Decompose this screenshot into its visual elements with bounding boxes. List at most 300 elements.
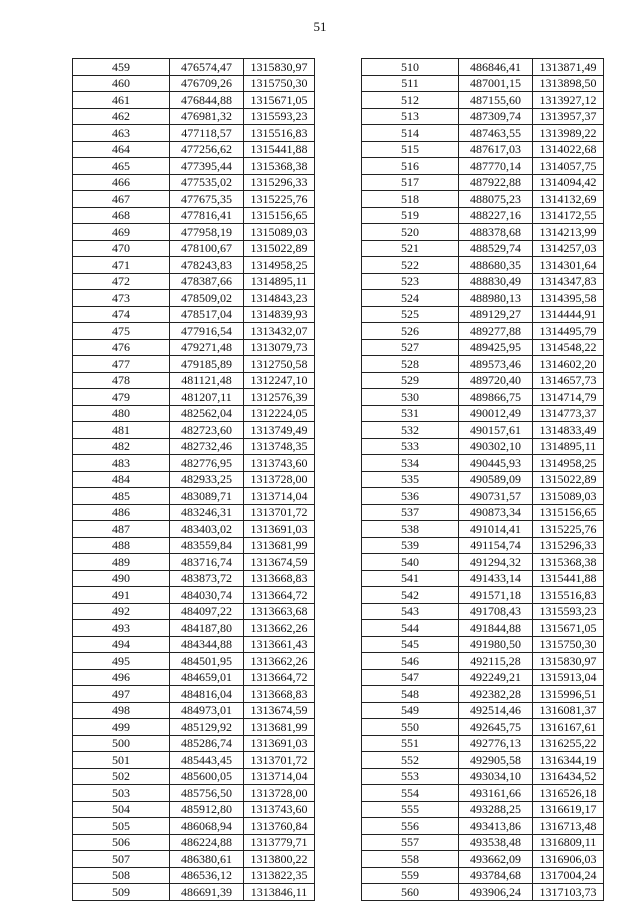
- y-coordinate-cell: 1314958,25: [244, 257, 315, 274]
- point-number-cell: 528: [362, 356, 459, 373]
- y-coordinate-cell: 1316081,37: [533, 702, 604, 719]
- y-coordinate-cell: 1315516,83: [533, 587, 604, 604]
- table-row: [73, 356, 315, 373]
- table-row: [362, 240, 604, 257]
- point-number-cell: 506: [73, 834, 170, 851]
- y-coordinate-cell: 1314347,83: [533, 273, 604, 290]
- point-number-cell: 527: [362, 339, 459, 356]
- point-number-cell: 489: [73, 554, 170, 571]
- table-row: [73, 290, 315, 307]
- point-number-cell: 531: [362, 405, 459, 422]
- table-row: [73, 554, 315, 571]
- x-coordinate-cell: 485600,05: [170, 768, 244, 785]
- point-number-cell: 552: [362, 752, 459, 769]
- table-row: [73, 306, 315, 323]
- y-coordinate-cell: 1316167,61: [533, 719, 604, 736]
- x-coordinate-cell: 483559,84: [170, 537, 244, 554]
- table-row: [362, 587, 604, 604]
- table-row: [362, 603, 604, 620]
- point-number-cell: 498: [73, 702, 170, 719]
- point-number-cell: 495: [73, 653, 170, 670]
- y-coordinate-cell: 1315089,03: [533, 488, 604, 505]
- x-coordinate-cell: 487770,14: [459, 158, 533, 175]
- y-coordinate-cell: 1315593,23: [244, 108, 315, 125]
- x-coordinate-cell: 490731,57: [459, 488, 533, 505]
- y-coordinate-cell: 1313691,03: [244, 521, 315, 538]
- point-number-cell: 501: [73, 752, 170, 769]
- y-coordinate-cell: 1313691,03: [244, 735, 315, 752]
- x-coordinate-cell: 487463,55: [459, 125, 533, 142]
- point-number-cell: 499: [73, 719, 170, 736]
- y-coordinate-cell: 1315022,89: [244, 240, 315, 257]
- table-row: [73, 686, 315, 703]
- y-coordinate-cell: 1313664,72: [244, 587, 315, 604]
- table-row: [73, 405, 315, 422]
- table-row: [73, 59, 315, 76]
- x-coordinate-cell: 487309,74: [459, 108, 533, 125]
- x-coordinate-cell: 492382,28: [459, 686, 533, 703]
- y-coordinate-cell: 1314022,68: [533, 141, 604, 158]
- x-coordinate-cell: 486846,41: [459, 59, 533, 76]
- table-row: [73, 752, 315, 769]
- point-number-cell: 492: [73, 603, 170, 620]
- x-coordinate-cell: 484973,01: [170, 702, 244, 719]
- table-row: [73, 818, 315, 835]
- x-coordinate-cell: 493161,66: [459, 785, 533, 802]
- x-coordinate-cell: 477256,62: [170, 141, 244, 158]
- table-row: [73, 455, 315, 472]
- x-coordinate-cell: 488529,74: [459, 240, 533, 257]
- table-row: [362, 405, 604, 422]
- x-coordinate-cell: 486068,94: [170, 818, 244, 835]
- table-row: [362, 686, 604, 703]
- table-row: [362, 620, 604, 637]
- y-coordinate-cell: 1313748,35: [244, 438, 315, 455]
- table-row: [362, 108, 604, 125]
- point-number-cell: 516: [362, 158, 459, 175]
- point-number-cell: 503: [73, 785, 170, 802]
- table-row: [73, 587, 315, 604]
- y-coordinate-cell: 1314057,75: [533, 158, 604, 175]
- y-coordinate-cell: 1313432,07: [244, 323, 315, 340]
- x-coordinate-cell: 493784,68: [459, 867, 533, 884]
- y-coordinate-cell: 1313728,00: [244, 471, 315, 488]
- y-coordinate-cell: 1315368,38: [533, 554, 604, 571]
- point-number-cell: 532: [362, 422, 459, 439]
- point-number-cell: 537: [362, 504, 459, 521]
- point-number-cell: 524: [362, 290, 459, 307]
- x-coordinate-cell: 477816,41: [170, 207, 244, 224]
- x-coordinate-cell: 485912,80: [170, 801, 244, 818]
- point-number-cell: 491: [73, 587, 170, 604]
- y-coordinate-cell: 1313079,73: [244, 339, 315, 356]
- point-number-cell: 513: [362, 108, 459, 125]
- y-coordinate-cell: 1316344,19: [533, 752, 604, 769]
- table-row: [362, 521, 604, 538]
- table-row: [362, 653, 604, 670]
- point-number-cell: 494: [73, 636, 170, 653]
- x-coordinate-cell: 486536,12: [170, 867, 244, 884]
- y-coordinate-cell: 1316906,03: [533, 851, 604, 868]
- y-coordinate-cell: 1316255,22: [533, 735, 604, 752]
- y-coordinate-cell: 1314444,91: [533, 306, 604, 323]
- x-coordinate-cell: 491433,14: [459, 570, 533, 587]
- table-row: [362, 356, 604, 373]
- point-number-cell: 468: [73, 207, 170, 224]
- table-row: [362, 224, 604, 241]
- table-row: [73, 207, 315, 224]
- x-coordinate-cell: 483403,02: [170, 521, 244, 538]
- table-row: [73, 323, 315, 340]
- x-coordinate-cell: 485286,74: [170, 735, 244, 752]
- point-number-cell: 525: [362, 306, 459, 323]
- x-coordinate-cell: 492115,28: [459, 653, 533, 670]
- y-coordinate-cell: 1312576,39: [244, 389, 315, 406]
- x-coordinate-cell: 493413,86: [459, 818, 533, 835]
- x-coordinate-cell: 482933,25: [170, 471, 244, 488]
- table-row: [73, 174, 315, 191]
- table-row: [362, 75, 604, 92]
- y-coordinate-cell: 1312247,10: [244, 372, 315, 389]
- point-number-cell: 469: [73, 224, 170, 241]
- y-coordinate-cell: 1314257,03: [533, 240, 604, 257]
- y-coordinate-cell: 1313662,26: [244, 653, 315, 670]
- x-coordinate-cell: 484097,22: [170, 603, 244, 620]
- x-coordinate-cell: 477958,19: [170, 224, 244, 241]
- y-coordinate-cell: 1313701,72: [244, 752, 315, 769]
- y-coordinate-cell: 1315225,76: [533, 521, 604, 538]
- point-number-cell: 557: [362, 834, 459, 851]
- point-number-cell: 510: [362, 59, 459, 76]
- x-coordinate-cell: 477535,02: [170, 174, 244, 191]
- table-row: [362, 785, 604, 802]
- x-coordinate-cell: 491294,32: [459, 554, 533, 571]
- y-coordinate-cell: 1313668,83: [244, 570, 315, 587]
- x-coordinate-cell: 486691,39: [170, 884, 244, 901]
- x-coordinate-cell: 483246,31: [170, 504, 244, 521]
- y-coordinate-cell: 1315156,65: [244, 207, 315, 224]
- x-coordinate-cell: 476981,32: [170, 108, 244, 125]
- table-row: [73, 834, 315, 851]
- x-coordinate-cell: 489277,88: [459, 323, 533, 340]
- point-number-cell: 538: [362, 521, 459, 538]
- x-coordinate-cell: 479185,89: [170, 356, 244, 373]
- table-row: [362, 867, 604, 884]
- point-number-cell: 461: [73, 92, 170, 109]
- y-coordinate-cell: 1313714,04: [244, 768, 315, 785]
- x-coordinate-cell: 488227,16: [459, 207, 533, 224]
- point-number-cell: 470: [73, 240, 170, 257]
- point-number-cell: 505: [73, 818, 170, 835]
- coordinates-table-right: [361, 58, 604, 901]
- point-number-cell: 549: [362, 702, 459, 719]
- x-coordinate-cell: 484030,74: [170, 587, 244, 604]
- point-number-cell: 520: [362, 224, 459, 241]
- x-coordinate-cell: 486380,61: [170, 851, 244, 868]
- y-coordinate-cell: 1314213,99: [533, 224, 604, 241]
- point-number-cell: 526: [362, 323, 459, 340]
- y-coordinate-cell: 1316809,11: [533, 834, 604, 851]
- table-row: [362, 719, 604, 736]
- point-number-cell: 483: [73, 455, 170, 472]
- point-number-cell: 496: [73, 669, 170, 686]
- x-coordinate-cell: 490302,10: [459, 438, 533, 455]
- x-coordinate-cell: 487001,15: [459, 75, 533, 92]
- y-coordinate-cell: 1315296,33: [533, 537, 604, 554]
- x-coordinate-cell: 490873,34: [459, 504, 533, 521]
- y-coordinate-cell: 1314958,25: [533, 455, 604, 472]
- point-number-cell: 466: [73, 174, 170, 191]
- x-coordinate-cell: 486224,88: [170, 834, 244, 851]
- x-coordinate-cell: 483089,71: [170, 488, 244, 505]
- y-coordinate-cell: 1315671,05: [533, 620, 604, 637]
- y-coordinate-cell: 1313681,99: [244, 719, 315, 736]
- table-row: [362, 768, 604, 785]
- point-number-cell: 517: [362, 174, 459, 191]
- table-row: [73, 438, 315, 455]
- table-row: [362, 554, 604, 571]
- y-coordinate-cell: 1314548,22: [533, 339, 604, 356]
- x-coordinate-cell: 476844,88: [170, 92, 244, 109]
- table-row: [73, 785, 315, 802]
- y-coordinate-cell: 1313743,60: [244, 455, 315, 472]
- x-coordinate-cell: 491980,50: [459, 636, 533, 653]
- table-row: [73, 471, 315, 488]
- x-coordinate-cell: 493662,09: [459, 851, 533, 868]
- x-coordinate-cell: 478509,02: [170, 290, 244, 307]
- table-row: [73, 620, 315, 637]
- point-number-cell: 514: [362, 125, 459, 142]
- table-row: [362, 735, 604, 752]
- y-coordinate-cell: 1314602,20: [533, 356, 604, 373]
- x-coordinate-cell: 492645,75: [459, 719, 533, 736]
- x-coordinate-cell: 491844,88: [459, 620, 533, 637]
- table-row: [362, 537, 604, 554]
- y-coordinate-cell: 1313749,49: [244, 422, 315, 439]
- y-coordinate-cell: 1313760,84: [244, 818, 315, 835]
- point-number-cell: 541: [362, 570, 459, 587]
- y-coordinate-cell: 1317004,24: [533, 867, 604, 884]
- y-coordinate-cell: 1315156,65: [533, 504, 604, 521]
- x-coordinate-cell: 490445,93: [459, 455, 533, 472]
- y-coordinate-cell: 1313681,99: [244, 537, 315, 554]
- point-number-cell: 548: [362, 686, 459, 703]
- y-coordinate-cell: 1315750,30: [533, 636, 604, 653]
- point-number-cell: 540: [362, 554, 459, 571]
- point-number-cell: 504: [73, 801, 170, 818]
- x-coordinate-cell: 482562,04: [170, 405, 244, 422]
- x-coordinate-cell: 483716,74: [170, 554, 244, 571]
- point-number-cell: 493: [73, 620, 170, 637]
- x-coordinate-cell: 484501,95: [170, 653, 244, 670]
- table-row: [73, 273, 315, 290]
- x-coordinate-cell: 485756,50: [170, 785, 244, 802]
- y-coordinate-cell: 1313927,12: [533, 92, 604, 109]
- table-row: [362, 257, 604, 274]
- x-coordinate-cell: 489573,46: [459, 356, 533, 373]
- point-number-cell: 543: [362, 603, 459, 620]
- x-coordinate-cell: 491708,43: [459, 603, 533, 620]
- y-coordinate-cell: 1315441,88: [244, 141, 315, 158]
- y-coordinate-cell: 1314839,93: [244, 306, 315, 323]
- point-number-cell: 515: [362, 141, 459, 158]
- y-coordinate-cell: 1314301,64: [533, 257, 604, 274]
- x-coordinate-cell: 487155,60: [459, 92, 533, 109]
- point-number-cell: 545: [362, 636, 459, 653]
- table-row: [73, 735, 315, 752]
- point-number-cell: 529: [362, 372, 459, 389]
- table-row: [362, 158, 604, 175]
- y-coordinate-cell: 1315996,51: [533, 686, 604, 703]
- x-coordinate-cell: 477675,35: [170, 191, 244, 208]
- point-number-cell: 509: [73, 884, 170, 901]
- table-row: [362, 801, 604, 818]
- x-coordinate-cell: 484816,04: [170, 686, 244, 703]
- table-row: [73, 224, 315, 241]
- x-coordinate-cell: 492249,21: [459, 669, 533, 686]
- x-coordinate-cell: 482776,95: [170, 455, 244, 472]
- x-coordinate-cell: 476709,26: [170, 75, 244, 92]
- point-number-cell: 534: [362, 455, 459, 472]
- table-row: [73, 125, 315, 142]
- table-row: [362, 438, 604, 455]
- x-coordinate-cell: 487922,88: [459, 174, 533, 191]
- table-row: [362, 702, 604, 719]
- y-coordinate-cell: 1315516,83: [244, 125, 315, 142]
- table-row: [362, 372, 604, 389]
- y-coordinate-cell: 1313668,83: [244, 686, 315, 703]
- y-coordinate-cell: 1313846,11: [244, 884, 315, 901]
- point-number-cell: 551: [362, 735, 459, 752]
- table-row: [73, 537, 315, 554]
- point-number-cell: 533: [362, 438, 459, 455]
- y-coordinate-cell: 1314132,69: [533, 191, 604, 208]
- y-coordinate-cell: 1316434,52: [533, 768, 604, 785]
- point-number-cell: 523: [362, 273, 459, 290]
- point-number-cell: 547: [362, 669, 459, 686]
- y-coordinate-cell: 1314895,11: [244, 273, 315, 290]
- x-coordinate-cell: 477395,44: [170, 158, 244, 175]
- point-number-cell: 555: [362, 801, 459, 818]
- x-coordinate-cell: 488680,35: [459, 257, 533, 274]
- table-row: [73, 372, 315, 389]
- table-row: [73, 75, 315, 92]
- x-coordinate-cell: 489720,40: [459, 372, 533, 389]
- point-number-cell: 546: [362, 653, 459, 670]
- point-number-cell: 473: [73, 290, 170, 307]
- table-row: [362, 570, 604, 587]
- y-coordinate-cell: 1312750,58: [244, 356, 315, 373]
- point-number-cell: 556: [362, 818, 459, 835]
- table-row: [362, 818, 604, 835]
- point-number-cell: 484: [73, 471, 170, 488]
- x-coordinate-cell: 487617,03: [459, 141, 533, 158]
- y-coordinate-cell: 1315089,03: [244, 224, 315, 241]
- table-row: [362, 141, 604, 158]
- point-number-cell: 481: [73, 422, 170, 439]
- point-number-cell: 497: [73, 686, 170, 703]
- point-number-cell: 471: [73, 257, 170, 274]
- y-coordinate-cell: 1315830,97: [244, 59, 315, 76]
- x-coordinate-cell: 490157,61: [459, 422, 533, 439]
- point-number-cell: 535: [362, 471, 459, 488]
- point-number-cell: 475: [73, 323, 170, 340]
- table-row: [362, 752, 604, 769]
- table-row: [73, 92, 315, 109]
- y-coordinate-cell: 1313662,26: [244, 620, 315, 637]
- y-coordinate-cell: 1313989,22: [533, 125, 604, 142]
- point-number-cell: 511: [362, 75, 459, 92]
- y-coordinate-cell: 1315671,05: [244, 92, 315, 109]
- x-coordinate-cell: 484187,80: [170, 620, 244, 637]
- y-coordinate-cell: 1313663,68: [244, 603, 315, 620]
- x-coordinate-cell: 482732,46: [170, 438, 244, 455]
- y-coordinate-cell: 1314714,79: [533, 389, 604, 406]
- point-number-cell: 560: [362, 884, 459, 901]
- y-coordinate-cell: 1313701,72: [244, 504, 315, 521]
- x-coordinate-cell: 488075,23: [459, 191, 533, 208]
- point-number-cell: 474: [73, 306, 170, 323]
- x-coordinate-cell: 478387,66: [170, 273, 244, 290]
- table-row: [362, 125, 604, 142]
- point-number-cell: 476: [73, 339, 170, 356]
- point-number-cell: 507: [73, 851, 170, 868]
- x-coordinate-cell: 488980,13: [459, 290, 533, 307]
- x-coordinate-cell: 491014,41: [459, 521, 533, 538]
- y-coordinate-cell: 1313661,43: [244, 636, 315, 653]
- table-row: [362, 422, 604, 439]
- point-number-cell: 522: [362, 257, 459, 274]
- point-number-cell: 500: [73, 735, 170, 752]
- point-number-cell: 460: [73, 75, 170, 92]
- y-coordinate-cell: 1313822,35: [244, 867, 315, 884]
- table-row: [73, 422, 315, 439]
- y-coordinate-cell: 1313664,72: [244, 669, 315, 686]
- y-coordinate-cell: 1317103,73: [533, 884, 604, 901]
- table-row: [362, 207, 604, 224]
- y-coordinate-cell: 1314172,55: [533, 207, 604, 224]
- table-row: [362, 669, 604, 686]
- y-coordinate-cell: 1313779,71: [244, 834, 315, 851]
- point-number-cell: 502: [73, 768, 170, 785]
- table-row: [73, 851, 315, 868]
- y-coordinate-cell: 1316619,17: [533, 801, 604, 818]
- table-row: [73, 867, 315, 884]
- x-coordinate-cell: 477916,54: [170, 323, 244, 340]
- y-coordinate-cell: 1313743,60: [244, 801, 315, 818]
- table-row: [73, 257, 315, 274]
- point-number-cell: 508: [73, 867, 170, 884]
- x-coordinate-cell: 485129,92: [170, 719, 244, 736]
- point-number-cell: 542: [362, 587, 459, 604]
- point-number-cell: 465: [73, 158, 170, 175]
- point-number-cell: 463: [73, 125, 170, 142]
- point-number-cell: 518: [362, 191, 459, 208]
- y-coordinate-cell: 1316526,18: [533, 785, 604, 802]
- x-coordinate-cell: 481207,11: [170, 389, 244, 406]
- y-coordinate-cell: 1315441,88: [533, 570, 604, 587]
- point-number-cell: 550: [362, 719, 459, 736]
- x-coordinate-cell: 477118,57: [170, 125, 244, 142]
- x-coordinate-cell: 489425,95: [459, 339, 533, 356]
- table-row: [362, 92, 604, 109]
- table-row: [362, 471, 604, 488]
- point-number-cell: 478: [73, 372, 170, 389]
- point-number-cell: 485: [73, 488, 170, 505]
- x-coordinate-cell: 476574,47: [170, 59, 244, 76]
- x-coordinate-cell: 484344,88: [170, 636, 244, 653]
- x-coordinate-cell: 490589,09: [459, 471, 533, 488]
